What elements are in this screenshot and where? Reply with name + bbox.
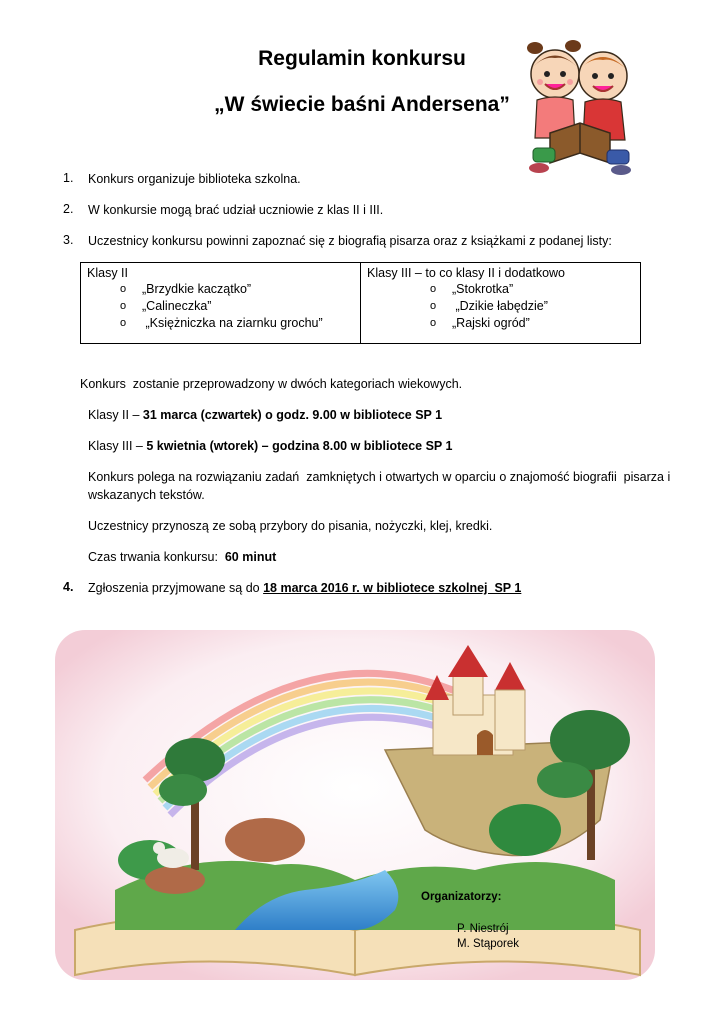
class-2-column — [81, 263, 361, 344]
duration-text: Czas trwania konkursu: 60 minut — [88, 550, 277, 564]
categories-intro: Konkurs zostanie przeprowadzony w dwóch kategoriach wiekowych. — [80, 377, 463, 391]
title-line-2: „W świecie baśni Andersena” — [214, 93, 510, 116]
organizer-name: P. Niestrój — [457, 923, 509, 935]
organizer-name: M. Stąporek — [457, 938, 519, 950]
fairytale-book-illustration — [55, 630, 655, 980]
bullet-icon: o — [430, 283, 437, 295]
organizers-label: Organizatorzy: — [421, 891, 502, 903]
book-list-table — [80, 262, 641, 344]
list-item: o „Calineczka” — [120, 299, 212, 313]
rule-1-text: Konkurs organizuje biblioteka szkolna. — [88, 172, 301, 186]
task-description-line-1: Konkurs polega na rozwiązaniu zadań zamkniętych i otwartych w oparciu o znajomość biografii pisarza i — [88, 470, 671, 484]
bullet-icon: o — [430, 317, 437, 329]
rule-3-number: 3. — [63, 233, 74, 247]
list-item: o „Dzikie łabędzie” — [430, 299, 548, 313]
rule-2-text: W konkursie mogą brać udział uczniowie z klas II i III. — [88, 203, 384, 217]
class-2-header: Klasy II — [87, 266, 128, 280]
rule-1-number: 1. — [63, 171, 74, 185]
list-item: o „Księżniczka na ziarnku grochu” — [120, 316, 323, 330]
rule-4-text: Zgłoszenia przyjmowane są do 18 marca 2016 r. w bibliotece szkolnej SP 1 — [88, 581, 522, 595]
list-item: o „Brzydkie kaczątko” — [120, 282, 252, 296]
title-line-1: Regulamin konkursu — [258, 47, 466, 70]
bullet-icon: o — [120, 283, 127, 295]
class-3-date: Klasy III – 5 kwietnia (wtorek) – godzina 8.00 w bibliotece SP 1 — [88, 439, 453, 453]
list-item: o „Rajski ogród” — [430, 316, 530, 330]
bullet-icon: o — [120, 317, 127, 329]
bullet-icon: o — [430, 300, 437, 312]
supplies-text: Uczestnicy przynoszą ze sobą przybory do pisania, nożyczki, klej, kredki. — [88, 519, 493, 533]
bullet-icon: o — [120, 300, 127, 312]
task-description-line-2: wskazanych tekstów. — [88, 488, 205, 502]
class-3-header: Klasy III – to co klasy II i dodatkowo — [367, 266, 566, 280]
kids-reading-illustration — [525, 38, 635, 176]
rule-3-text: Uczestnicy konkursu powinni zapoznać się z biografią pisarza oraz z książkami z podanej listy: — [88, 234, 612, 248]
rule-4-number: 4. — [63, 580, 74, 594]
class-3-column — [361, 263, 641, 344]
list-item: o „Stokrotka” — [430, 282, 514, 296]
class-2-date: Klasy II – 31 marca (czwartek) o godz. 9.00 w bibliotece SP 1 — [88, 408, 443, 422]
rule-2-number: 2. — [63, 202, 74, 216]
